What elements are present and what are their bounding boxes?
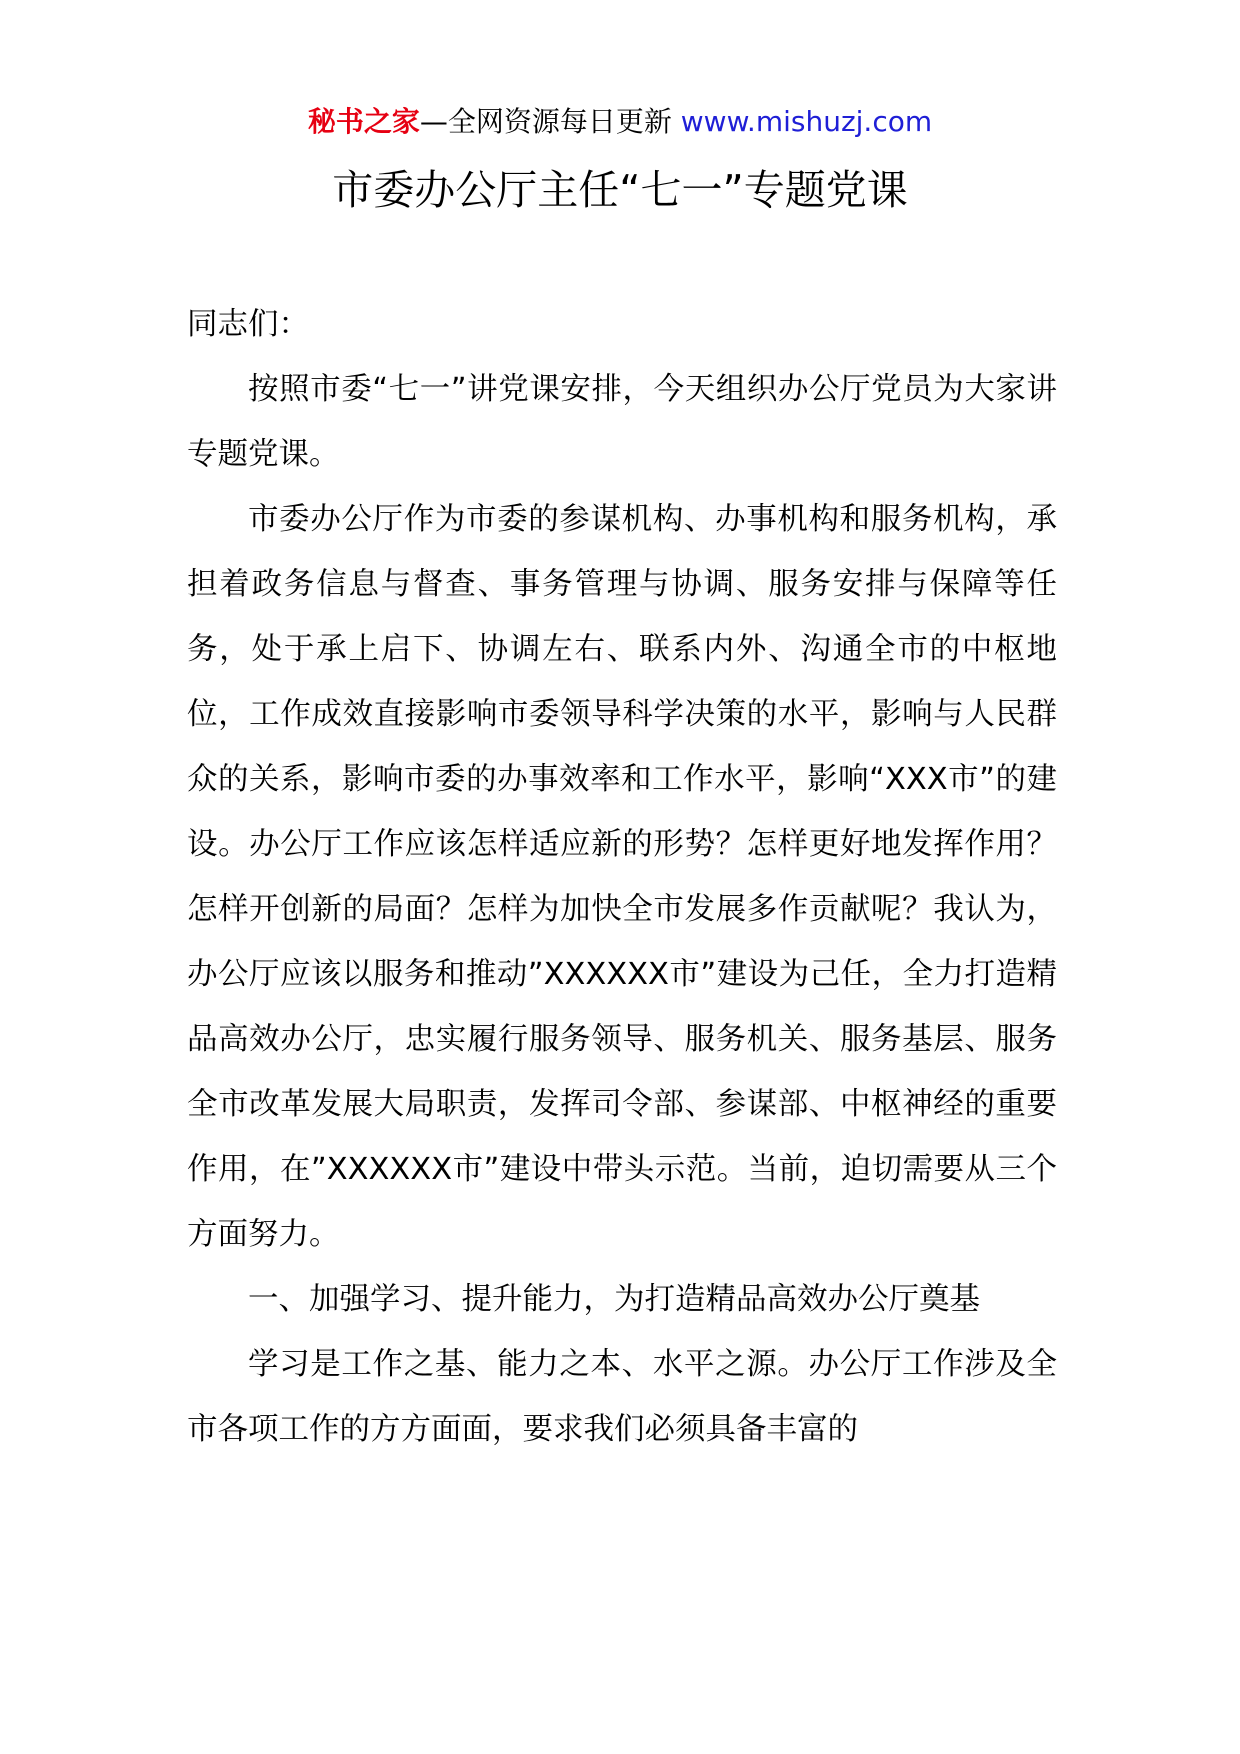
body-paragraph: 学习是工作之基、能力之本、水平之源。办公厅工作涉及全市各项工作的方方面面，要求我们必须具备丰富的	[187, 1347, 1057, 1447]
body-paragraph: 按照市委“七一”讲党课安排，今天组织办公厅党员为大家讲专题党课。	[187, 372, 1057, 472]
brand-name: 秘书之家	[307, 105, 420, 138]
section-heading: 一、加强学习、提升能力，为打造精品高效办公厅奠基	[248, 1282, 980, 1317]
site-banner	[0, 100, 1240, 144]
salutation: 同志们：	[187, 307, 309, 342]
document-title: 市委办公厅主任“七一”专题党课	[332, 166, 908, 214]
document-body	[187, 292, 1057, 1462]
banner-slogan: —全网资源每日更新	[419, 105, 681, 138]
body-paragraph: 市委办公厅作为市委的参谋机构、办事机构和服务机构，承担着政务信息与督查、事务管理与协调、服务安排与保障等任务，处于承上启下、协调左右、联系内外、沟通全市的中枢地位，工作成效直接影响市委领导科学决策的水平，影响与人民群众的关系，影响市委的办事效率和工作水平，影响“XXX市”的建设。办公厅工作应该怎样适应新的形势？怎样更好地发挥作用？怎样开创新的局面？怎样为加快全市发展多作贡献呢？我认为，办公厅应该以服务和推动”XXXXXX市”建设为己任，全力打造精品高效办公厅，忠实履行服务领导、服务机关、服务基层、服务全市改革发展大局职责，发挥司令部、参谋部、中枢神经的重要作用，在”XXXXXX市”建设中带头示范。当前，迫切需要从三个方面努力。	[187, 502, 1057, 1252]
site-url-link[interactable]: www.mishuzj.com	[680, 105, 933, 138]
